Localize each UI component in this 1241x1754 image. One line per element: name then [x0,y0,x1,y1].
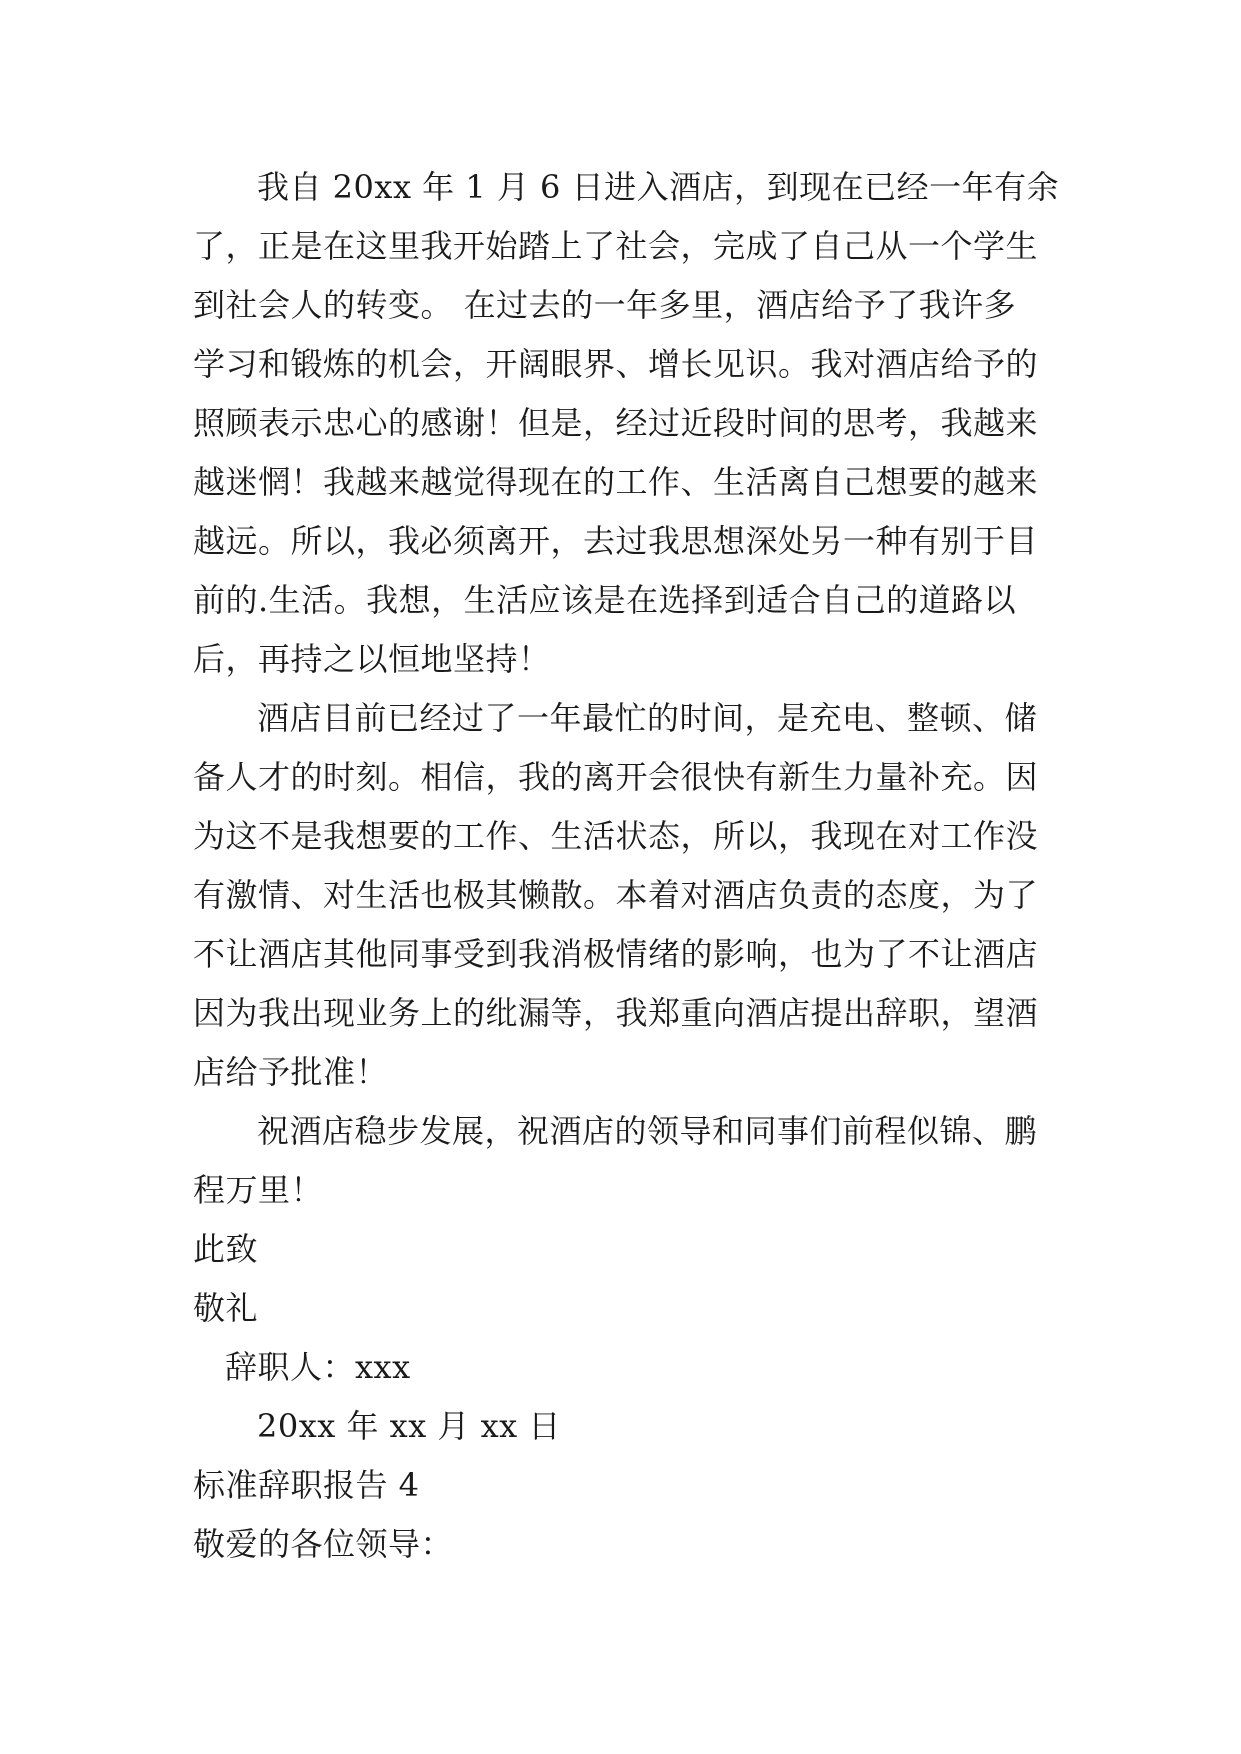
paragraph-1-line-8: 前的.生活。我想，生活应该是在选择到适合自己的道路以 [193,581,1017,619]
paragraph-1-line-1: 我自 20xx 年 1 月 6 日进入酒店，到现在已经一年有余 [257,168,1060,206]
paragraph-1-line-7: 越远。所以，我必须离开，去过我思想深处另一种有别于目 [193,522,1039,560]
section-title: 标准辞职报告 4 [193,1466,420,1504]
paragraph-1-line-6: 越迷惘！我越来越觉得现在的工作、生活离自己想要的越来 [193,463,1039,501]
signature-line: 辞职人：xxx [225,1348,411,1386]
paragraph-2-line-7: 店给予批准！ [193,1053,389,1091]
paragraph-2-line-1: 酒店目前已经过了一年最忙的时间，是充电、整顿、储 [257,699,1038,737]
closing-salutation: 此致 [193,1230,259,1268]
paragraph-1-line-3: 到社会人的转变。 在过去的一年多里，酒店给予了我许多 [193,286,1017,324]
paragraph-1-line-5: 照顾表示忠心的感谢！但是，经过近段时间的思考，我越来 [193,404,1039,442]
greeting-line: 敬爱的各位领导： [193,1525,454,1563]
paragraph-2-line-6: 因为我出现业务上的纰漏等，我郑重向酒店提出辞职，望酒 [193,994,1039,1032]
paragraph-2-line-5: 不让酒店其他同事受到我消极情绪的影响，也为了不让酒店 [193,935,1039,973]
paragraph-1-line-4: 学习和锻炼的机会，开阔眼界、增长见识。我对酒店给予的 [193,345,1039,383]
paragraph-2-line-3: 为这不是我想要的工作、生活状态，所以，我现在对工作没 [193,817,1039,855]
paragraph-3-line-1: 祝酒店稳步发展，祝酒店的领导和同事们前程似锦、鹏 [257,1112,1038,1150]
paragraph-1-line-9: 后，再持之以恒地坚持！ [193,640,551,678]
paragraph-2-line-4: 有激情、对生活也极其懒散。本着对酒店负责的态度，为了 [193,876,1039,914]
paragraph-1-line-2: 了，正是在这里我开始踏上了社会，完成了自己从一个学生 [193,227,1039,265]
paragraph-3-line-2: 程万里！ [193,1171,324,1209]
paragraph-2-line-2: 备人才的时刻。相信，我的离开会很快有新生力量补充。因 [193,758,1039,796]
date-line: 20xx 年 xx 月 xx 日 [257,1407,561,1445]
closing-respect: 敬礼 [193,1289,259,1327]
